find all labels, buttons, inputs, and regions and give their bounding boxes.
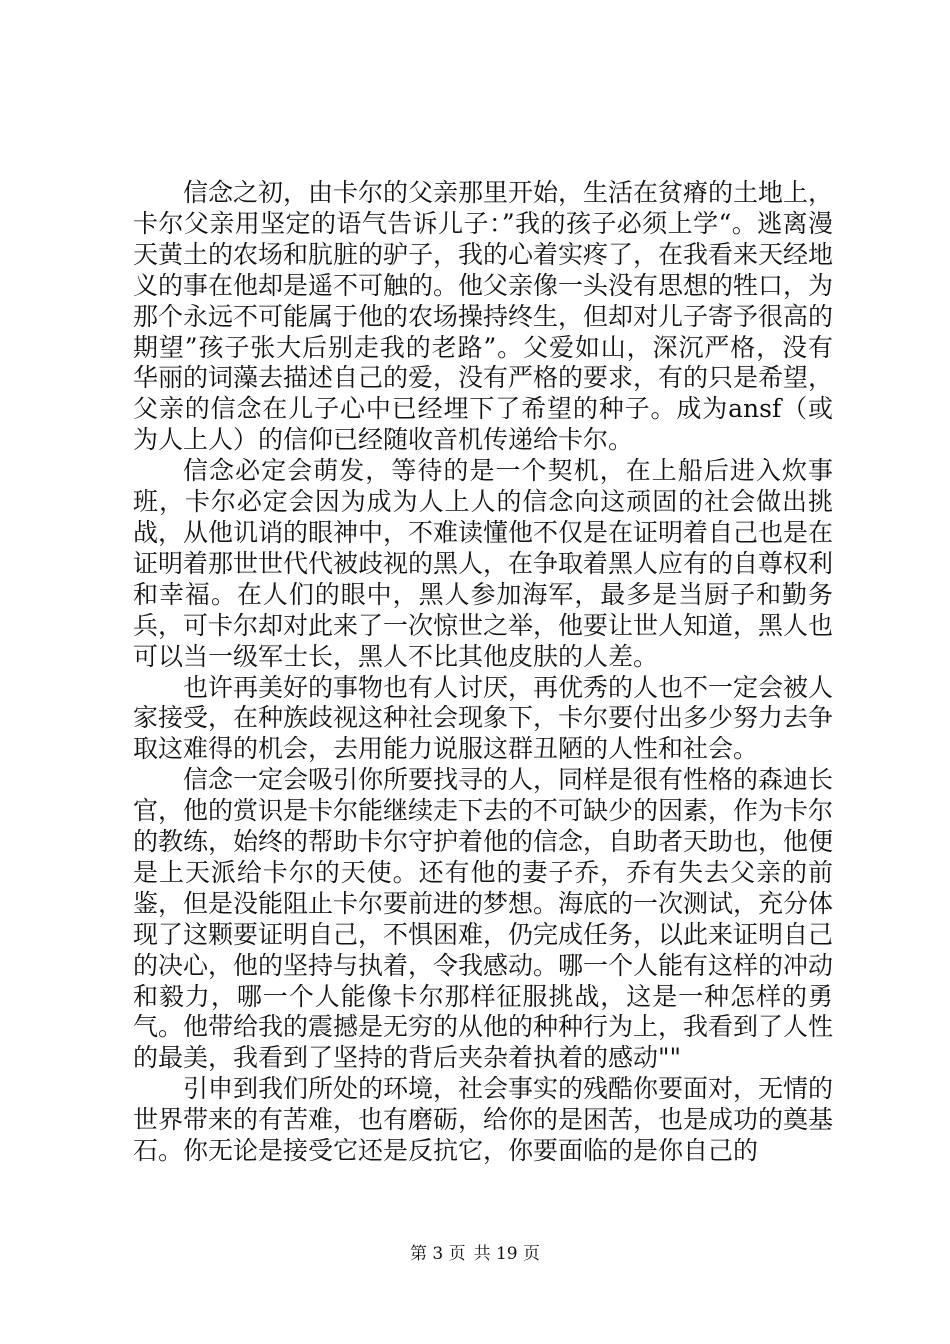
- paragraph-4: 信念一定会吸引你所要找寻的人，同样是很有性格的森迪长官，他的赏识是卡尔能继续走下去的不可缺少的因素，作为卡尔的教练，始终的帮助卡尔守护着他的信念，自助者天助也，他便是上天派给卡尔的天使。还有他的妻子乔，乔有失去父亲的前鉴，但是没能阻止卡尔要前进的梦想。海底的一次测试，充分体现了这颗要证明自己，不惧困难，仍完成任务，以此来证明自己的决心，他的坚持与执着，令我感动。哪一个人能有这样的冲动和毅力，哪一个人能像卡尔那样征服挑战，这是一种怎样的勇气。他带给我的震撼是无穷的从他的种种行为上，我看到了人性的最美，我看到了坚持的背后夹杂着执着的感动"": [133, 765, 834, 1073]
- paragraph-3: 也许再美好的事物也有人讨厌，再优秀的人也不一定会被人家接受，在种族歧视这种社会现象下，卡尔要付出多少努力去争取这难得的机会，去用能力说服这群丑陋的人性和社会。: [133, 672, 834, 764]
- page-total: 共 19 页: [473, 1244, 541, 1264]
- paragraph-5: 引申到我们所处的环境，社会事实的残酷你要面对，无情的世界带来的有苦难，也有磨砺，给你的是困苦，也是成功的奠基石。你无论是接受它还是反抗它，你要面临的是你自己的: [133, 1074, 834, 1166]
- body-text: [133, 178, 833, 1167]
- paragraph-2: 信念必定会萌发，等待的是一个契机，在上船后进入炊事班，卡尔必定会因为成为人上人的信念向这顽固的社会做出挑战，从他讥诮的眼神中，不难读懂他不仅是在证明着自己也是在证明着那世世代代被歧视的黑人，在争取着黑人应有的自尊权利和幸福。在人们的眼中，黑人参加海军，最多是当厨子和勤务兵，可卡尔却对此来了一次惊世之举，他要让世人知道，黑人也可以当一级军士长，黑人不比其他皮肤的人差。: [133, 456, 834, 671]
- paragraph-1: 信念之初，由卡尔的父亲那里开始，生活在贫瘠的土地上，卡尔父亲用坚定的语气告诉儿子：”我的孩子必须上学“。逃离漫天黄土的农场和肮脏的驴子，我的心着实疼了，在我看来天经地义的事在他却是遥不可触的。他父亲像一头没有思想的牲口，为那个永远不可能属于他的农场操持终生，但却对儿子寄予很高的期望”孩子张大后别走我的老路”。父爱如山，深沉严格，没有华丽的词藻去描述自己的爱，没有严格的要求，有的只是希望，父亲的信念在儿子心中已经埋下了希望的种子。成为ansf（或为人上人）的信仰已经随收音机传递给卡尔。: [133, 178, 834, 455]
- page-footer: [0, 1243, 950, 1265]
- page-number: 第 3 页: [409, 1244, 466, 1264]
